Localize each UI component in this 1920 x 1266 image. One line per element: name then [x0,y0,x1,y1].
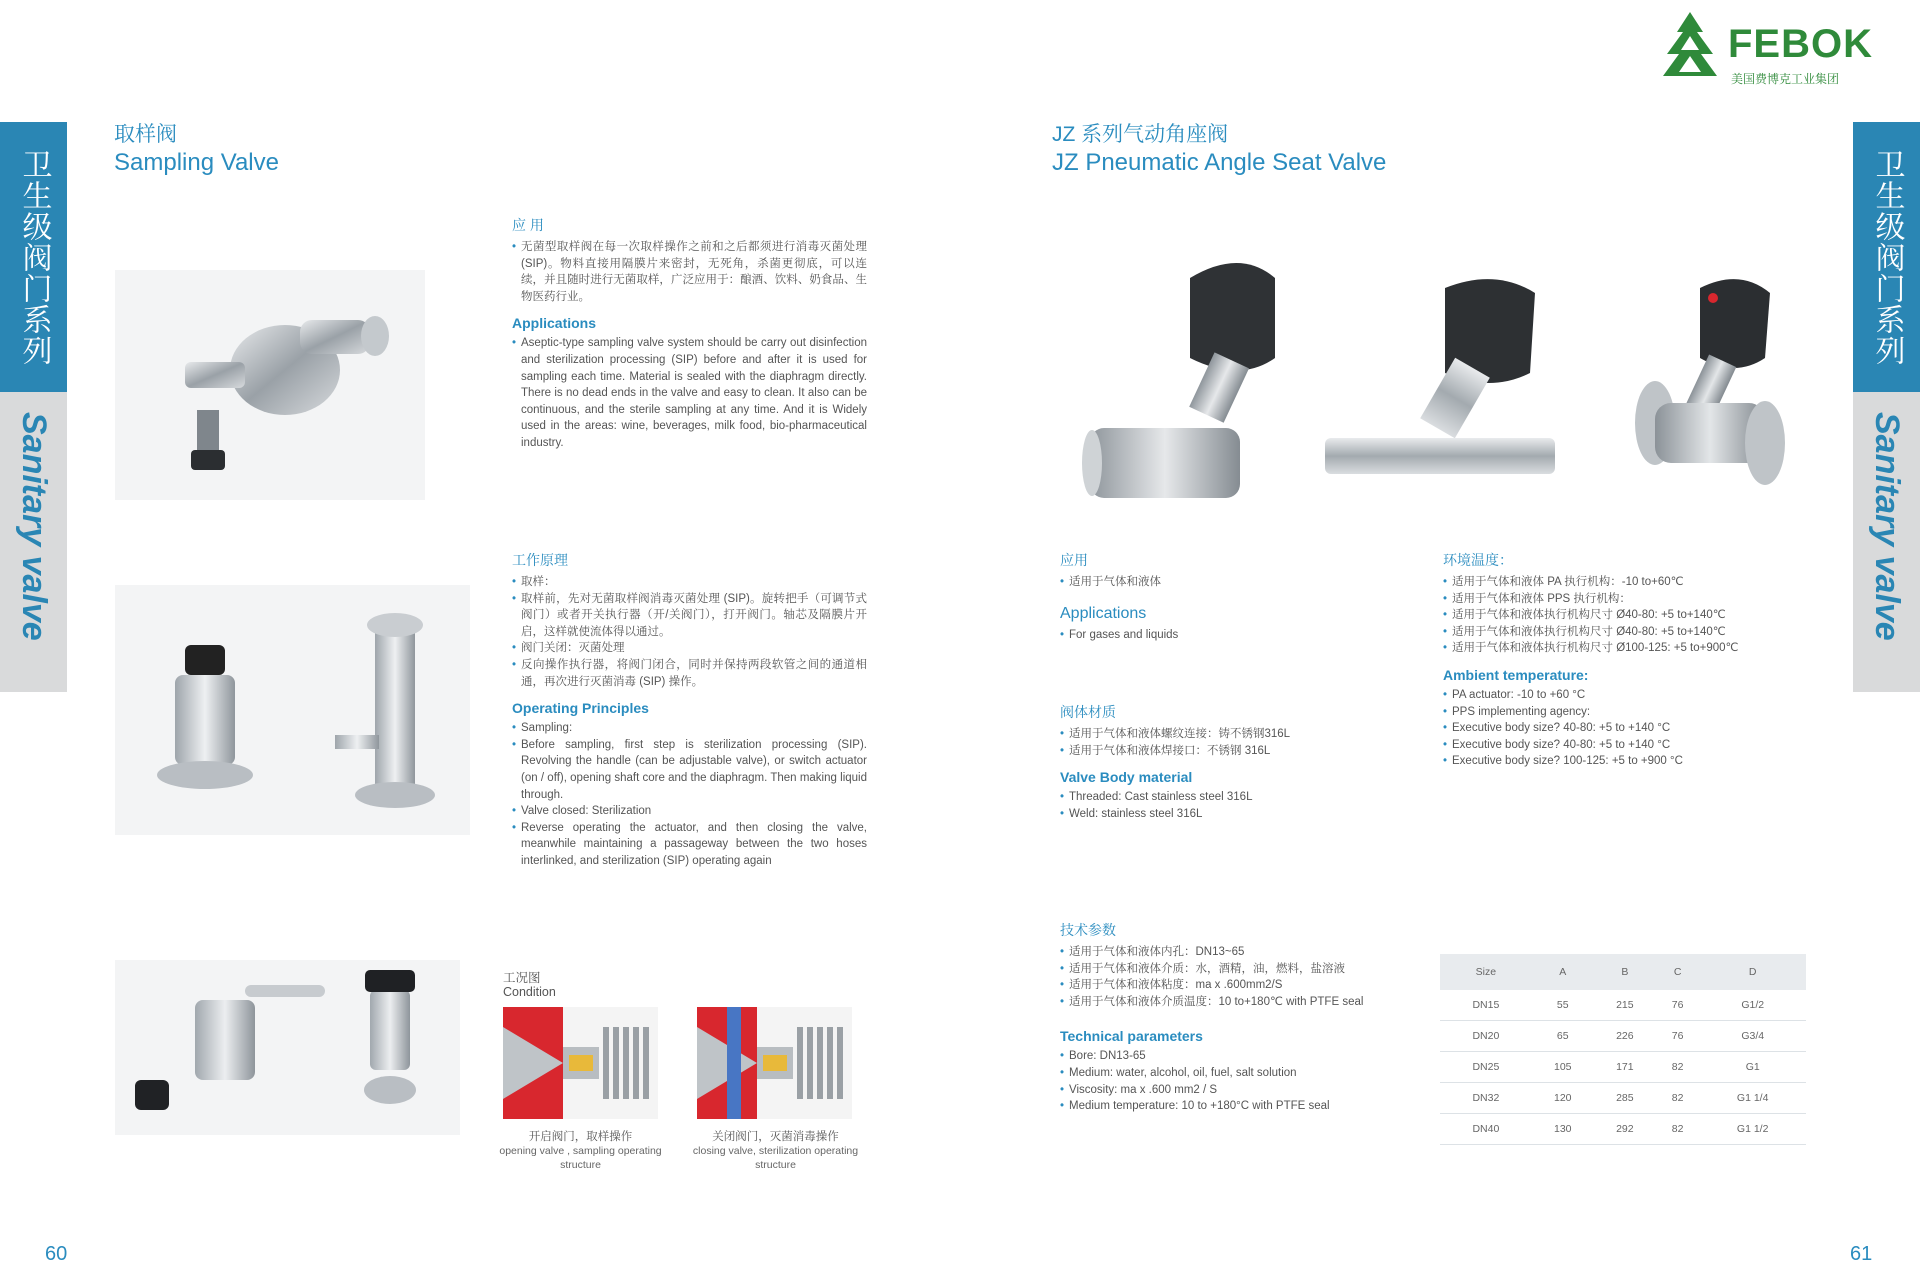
table-row [1440,1114,1806,1145]
tech-cn-item: • 适用于气体和液体介质温度：10 to+180℃ with PTFE seal [1060,994,1420,1011]
mat-en-item: • Weld: stainless steel 316L [1060,806,1350,823]
side-tab-right-en: Sanitary valve [1853,392,1920,692]
table-cell: 65 [1532,1021,1594,1052]
app-en-text: • Aseptic-type sampling valve system should be carry out disinfection and sterilization processing (SIP) before and after it is used for sampling each time. Material is sealed with the diaphragm directly. There is no dead ends in the valve and easy to clean. It also can be continuous, and the sterile sampling at any time. And it is Widely used in the areas: wine, beverages, milk food, bio-pharmaceutical industry. [512,335,867,451]
mat-cn-item: • 适用于气体和液体焊接口：不锈钢 316L [1060,743,1350,760]
sampling-valve-image-1 [115,270,425,500]
table-cell: DN32 [1440,1083,1532,1114]
op-en-item: • Reverse operating the actuator, and then closing the valve, meanwhile maintaining a passageway between the two hoses interlinked, and sterilization (SIP) operating again [512,820,867,870]
amb-en-item: • PPS implementing agency: [1443,704,1823,721]
table-cell: 120 [1532,1083,1594,1114]
tech-cn-item: • 适用于气体和液体介质：水，酒精，油，燃料，盐溶液 [1060,961,1420,978]
angle-valve-image-3 [1615,268,1800,508]
table-cell: 171 [1594,1052,1656,1083]
table-row [1440,1083,1806,1114]
tech-cn-item: • 适用于气体和液体内孔：DN13~65 [1060,944,1420,961]
tech-en-item: • Viscosity: ma x .600 mm2 / S [1060,1082,1420,1099]
op-cn-item: • 阀门关闭：灭菌处理 [512,640,867,657]
mat-cn-heading: 阀体材质 [1060,704,1116,720]
table-cell: 82 [1656,1052,1700,1083]
sampling-valve-image-2 [115,585,470,835]
app-cn-heading: 应 用 [512,217,544,233]
table-cell: 76 [1656,1021,1700,1052]
tree-logo-icon [1655,10,1725,80]
table-cell: G1/2 [1699,990,1806,1021]
table-cell: 292 [1594,1114,1656,1145]
table-cell: 55 [1532,990,1594,1021]
condition-label: 工况图 Condition [503,971,556,999]
op-cn-item: • 反向操作执行器，将阀门闭合，同时并保持两段软管之间的通道相通，再次进行灭菌消毒 (SIP) 操作。 [512,657,867,690]
condition-caption-closed: 关闭阀门，灭菌消毒操作 closing valve, sterilization operating structure [692,1131,859,1171]
table-header: D [1699,954,1806,990]
op-cn-heading: 工作原理 [512,552,568,568]
op-en-item: • Sampling: [512,720,867,737]
table-row [1440,1021,1806,1052]
table-cell: 82 [1656,1114,1700,1145]
table-cell: 215 [1594,990,1656,1021]
tech-cn-heading: 技术参数 [1060,922,1116,938]
table-cell: 105 [1532,1052,1594,1083]
amb-cn-item: • 适用于气体和液体 PPS 执行机构： [1443,591,1823,608]
amb-en-item: • Executive body size? 40-80: +5 to +140 °C [1443,720,1823,737]
table-cell: 285 [1594,1083,1656,1114]
page-number-left: 60 [45,1243,68,1265]
tech-en-item: • Bore: DN13-65 [1060,1048,1420,1065]
table-cell: DN20 [1440,1021,1532,1052]
page-number-right: 61 [1850,1243,1873,1265]
amb-cn-item: • 适用于气体和液体 PA 执行机构：-10 to+60℃ [1443,574,1823,591]
table-cell: 226 [1594,1021,1656,1052]
table-header: A [1532,954,1594,990]
sampling-valve-image-3 [115,960,460,1135]
table-header: B [1594,954,1656,990]
spec-table [1440,954,1806,1145]
brand-name: FEBOK [1728,22,1873,66]
table-cell: DN15 [1440,990,1532,1021]
table-row [1440,990,1806,1021]
table-cell: DN25 [1440,1052,1532,1083]
left-page-title [114,122,279,178]
app-en-heading: Applications [512,315,597,332]
table-cell: 76 [1656,990,1700,1021]
side-tab-left-en: Sanitary valve [0,392,67,692]
mat-cn-item: • 适用于气体和液体螺纹连接：铸不锈钢316L [1060,726,1350,743]
title-en: JZ Pneumatic Angle Seat Valve [1052,149,1387,176]
title-en: Sampling Valve [114,149,279,176]
table-cell: DN40 [1440,1114,1532,1145]
tech-en-item: • Medium: water, alcohol, oil, fuel, salt solution [1060,1065,1420,1082]
op-cn-item: • 取样前，先对无菌取样阀消毒灭菌处理 (SIP)。旋转把手（可调节式阀门）或者开关执行器（开/关阀门），打开阀门。轴芯及隔膜片开启，这样就使流体得以通过。 [512,591,867,641]
amb-cn-item: • 适用于气体和液体执行机构尺寸 Ø100-125: +5 to+900℃ [1443,640,1823,657]
op-en-item: • Before sampling, first step is sterilization processing (SIP). Revolving the handle (can be adjustable valve), or switch actuator (on / off), opening shaft core and the diaphragm. Then making liquid through. [512,737,867,803]
condition-diagram-closed [697,1007,852,1119]
amb-en-item: • Executive body size? 100-125: +5 to +900 °C [1443,753,1823,770]
tech-en-heading: Technical parameters [1060,1028,1203,1045]
table-header: Size [1440,954,1532,990]
app-cn-text: • 无菌型取样阀在每一次取样操作之前和之后都须进行消毒灭菌处理 (SIP)。物料直接用隔膜片来密封，无死角，杀菌更彻底，可以连续，并且随时进行无菌取样，广泛应用于：酿酒、饮料、奶食品、生物医药行业。 [512,239,867,305]
app-cn-heading: 应用 [1060,552,1088,568]
table-header: C [1656,954,1700,990]
table-cell: G1 [1699,1052,1806,1083]
mat-en-item: • Threaded: Cast stainless steel 316L [1060,789,1350,806]
table-row [1440,1052,1806,1083]
brand-subtitle: 美国费博克工业集团 [1731,72,1840,86]
app-en-text: • For gases and liquids [1060,627,1400,644]
amb-en-item: • Executive body size? 40-80: +5 to +140 °C [1443,737,1823,754]
right-applications [1060,550,1400,643]
table-cell: G3/4 [1699,1021,1806,1052]
op-en-heading: Operating Principles [512,700,649,717]
title-cn: JZ 系列气动角座阀 [1052,123,1229,146]
title-cn: 取样阀 [114,123,177,146]
op-en-item: • Valve closed: Sterilization [512,803,867,820]
table-header-row [1440,954,1806,990]
app-cn-text: • 适用于气体和液体 [1060,574,1400,591]
amb-cn-item: • 适用于气体和液体执行机构尺寸 Ø40-80: +5 to+140℃ [1443,607,1823,624]
table-cell: 82 [1656,1083,1700,1114]
amb-en-heading: Ambient temperature: [1443,666,1589,683]
condition-caption-open: 开启阀门，取样操作 opening valve , sampling operating structure [499,1131,662,1171]
app-en-heading: Applications [1060,604,1147,622]
right-ambient-temperature [1443,550,1823,770]
amb-en-item: • PA actuator: -10 to +60 °C [1443,687,1823,704]
side-tab-right-cn: 卫生级阀门系列 [1853,122,1920,392]
spec-table-wrap [1440,954,1806,1145]
table-cell: G1 1/2 [1699,1114,1806,1145]
side-tab-left-cn: 卫生级阀门系列 [0,122,67,392]
angle-valve-image-2 [1325,268,1605,498]
right-valve-material [1060,702,1350,822]
brand-logo [1655,10,1873,90]
right-technical-parameters [1060,920,1420,1115]
tech-cn-item: • 适用于气体和液体粘度：ma x .600mm2/S [1060,977,1420,994]
amb-cn-heading: 环境温度： [1443,552,1513,568]
condition-diagram-open [503,1007,658,1119]
mat-en-heading: Valve Body material [1060,769,1193,786]
tech-en-item: • Medium temperature: 10 to +180°C with PTFE seal [1060,1098,1420,1115]
right-page-title [1052,122,1386,178]
left-operating-principles [512,550,867,870]
table-cell: G1 1/4 [1699,1083,1806,1114]
left-applications [512,215,867,452]
angle-valve-image-1 [1070,238,1325,528]
table-cell: 130 [1532,1114,1594,1145]
amb-cn-item: • 适用于气体和液体执行机构尺寸 Ø40-80: +5 to+140℃ [1443,624,1823,641]
op-cn-item: • 取样： [512,574,867,591]
